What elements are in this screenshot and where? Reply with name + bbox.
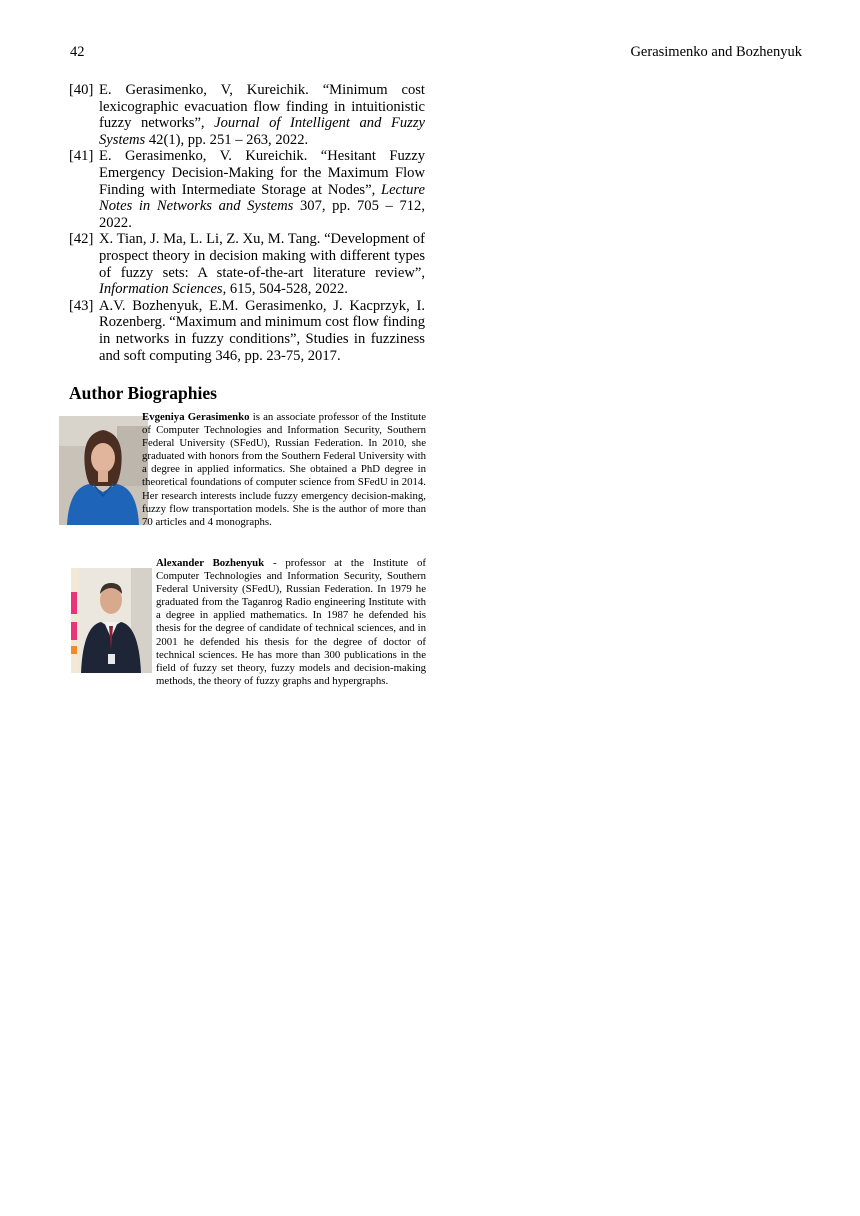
bio-gerasimenko (142, 411, 426, 529)
running-head: Gerasimenko and Bozhenyuk (630, 44, 802, 60)
bio-author-name: Evgeniya Gerasimenko (142, 411, 250, 423)
bio-text: is an associate professor of the Institute of Computer Technologies and Information Security, Southern Federal University (SFedU), Russian Federation. In 2010, she graduated with honors from the Southern Federal University with a degree in applied informatics. She obtained a PhD degree in theoretical foundations of computer science from SFedU in 2014. Her research interests include fuzzy emergency decision-making, fuzzy flow transportation models. She is the author of more than 70 articles and 4 monographs. (142, 411, 426, 528)
reference-venue: Information Sciences (99, 281, 223, 298)
reference-item (69, 148, 425, 231)
reference-number: [42] (69, 231, 94, 248)
reference-number: [43] (69, 297, 94, 314)
reference-venue: Lecture Notes in Networks and Systems (99, 181, 425, 215)
author-photo-gerasimenko (59, 416, 148, 525)
reference-number: [40] (69, 82, 94, 98)
reference-venue: Journal of Intelligent and Fuzzy Systems (99, 115, 425, 148)
reference-list (69, 82, 425, 364)
page-number: 42 (70, 44, 85, 60)
bio-author-name: Alexander Bozhenyuk (156, 557, 265, 569)
bio-bozhenyuk (156, 557, 426, 688)
reference-item (69, 82, 425, 148)
reference-text: E. Gerasimenko, V. Kureichik. “Hesitant Fuzzy Emergency Decision-Making for the Maximum Flow Finding with Intermediate Storage at Nodes”, (99, 148, 425, 198)
reference-details: 307, pp. 705 – 712, 2022. (99, 198, 425, 231)
reference-details: , 615, 504-528, 2022. (222, 281, 348, 298)
reference-text: A.V. Bozhenyuk, E.M. Gerasimenko, J. Kacprzyk, I. Rozenberg. “Maximum and minimum cost flow finding in networks in fuzzy conditions”, Studies in fuzziness and soft computing 346, pp. 23-75, 2017. (99, 297, 426, 364)
reference-number: [41] (69, 148, 94, 165)
reference-item (69, 298, 425, 364)
author-photo-bozhenyuk (71, 568, 152, 673)
reference-details: 42(1), pp. 251 – 263, 2022. (145, 131, 309, 148)
section-title: Author Biographies (69, 383, 217, 403)
reference-item (69, 231, 425, 297)
bio-text: - professor at the Institute of Computer Technologies and Information Security, Southern Federal University (SFedU), Russian Federation. In 1979 he graduated from the Taganrog Radio engineering Institute with a degree in applied mathematics. In 1987 he defended his thesis for the degree of candidate of technical sciences, and in 2001 he defended his thesis for the degree of doctor of technical sciences. He has more than 300 publications in the field of fuzzy set theory, fuzzy models and decision-making methods, the theory of fuzzy graphs and hypergraphs. (156, 557, 426, 687)
reference-text: E. Gerasimenko, V, Kureichik. “Minimum cost lexicographic evacuation flow finding in intuitionistic fuzzy networks”, (99, 82, 425, 132)
reference-text: X. Tian, J. Ma, L. Li, Z. Xu, M. Tang. “Development of prospect theory in decision making with different types of fuzzy sets: A state-of-the-art literature review”, (99, 231, 425, 281)
